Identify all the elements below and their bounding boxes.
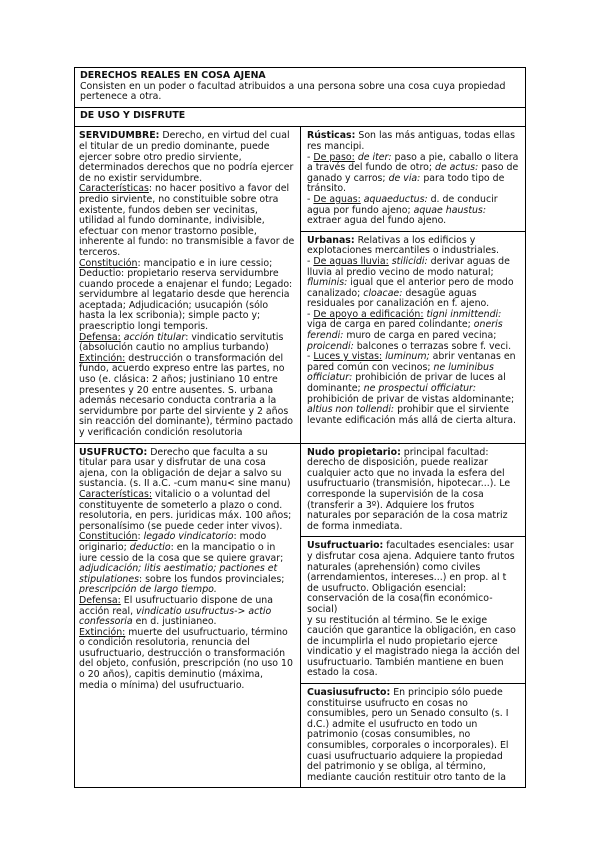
item-prefix: - (307, 193, 314, 205)
list-item (307, 352, 520, 426)
cuasiusufructo-cell (301, 683, 525, 787)
italic-term: proicendi: (307, 340, 354, 352)
usufructo-definition: Derecho que faculta a su titular para usar y disfrutar de una cosa ajena, con la obligación de dejar a salvo su sustancia. (s. II a.C. -cum manu< sine manu) (79, 446, 291, 490)
text-run: para todo tipo de tránsito. (307, 172, 505, 195)
servidumbre-extincion-label: Extinción: (79, 352, 126, 364)
text-run: prohibición de privar de luces al dominante; (307, 372, 506, 395)
text-run: El usufructuario dispone de una acción real, (79, 594, 273, 617)
rusticas-items (307, 153, 520, 227)
italic-term: aquaeductus: (363, 193, 428, 205)
list-item (307, 153, 520, 195)
usufructo-caracteristicas-text: vitalicio o a voluntad del constituyente de someterlo a plazo o cond. resolutoria, en pers. juridicas máx. 100 años; personalísimo (se puede ceder inter vivos). (79, 488, 292, 532)
servidumbre-defensa-label: Defensa: (79, 331, 121, 343)
usufructuario-term: Usufructuario: (307, 540, 384, 552)
item-label: De paso: (313, 151, 355, 163)
italic-term: aquae haustus: (413, 204, 486, 216)
text-run: en d. justinianeo. (132, 616, 217, 628)
italic-term: altius non tollendi: (307, 404, 395, 416)
servidumbre-defensa-italic: acción titular (120, 331, 186, 343)
item-prefix: - (307, 255, 314, 267)
servidumbre-cell (75, 127, 301, 442)
servidumbre-constitucion-label: Constitución (79, 257, 138, 269)
italic-term: vindicatio usufructus-> actio confessoria (79, 605, 272, 628)
italic-term: tigni inmittendi: (426, 308, 502, 320)
servidumbre-definition: Derecho, en virtud del cual el titular de un predio dominante, puede ejercer sobre otro predio sirviente, determinados derechos que no podría ejercer de no existir servidumbre. (79, 130, 294, 184)
text-run: balcones o terrazas sobre f. veci. (353, 340, 512, 352)
text-run: derivar aguas de lluvia al predio vecino de modo natural; (307, 255, 510, 278)
italic-term: de iter: (357, 151, 392, 163)
text-run: : (137, 531, 144, 543)
text-run: igual que el anterior pero de modo canalizado; (307, 277, 514, 299)
servidumbre-constitucion-text: : mancipatio e in iure cessio; Deductio: propietario reserva servidumbre cuando procede a enajenar el fundo; Legado: servidumbre al legatario desde que herencia aceptada; Adjudicación; usucapión (sólo hasta la lex scribonia); simple pacto y; praescriptio longi temporis. (79, 257, 293, 333)
italic-term: deductio (129, 541, 171, 553)
rusticas-definition: Son las más antiguas, todas ellas res mancipi. (307, 130, 515, 152)
text-run: muro de carga en pared vecina; (343, 330, 497, 342)
list-item (307, 257, 520, 310)
item-label: De apoyo a edificación: (313, 308, 424, 320)
italic-term: ne prospectui officiatur: (363, 383, 477, 395)
italic-term: stilicidi: (391, 255, 428, 267)
italic-term: ne luminibus officiatur: (307, 361, 494, 384)
rusticas-term: Rústicas: (307, 130, 356, 142)
usufructo-constitucion-label: Constitución (79, 531, 138, 543)
urbanas-items (307, 257, 520, 427)
italic-term: luminum; (385, 351, 430, 363)
text-run: viga de carga en pared colindante; (307, 319, 474, 331)
notes-page (74, 67, 526, 788)
usufructo-extincion-label: Extinción: (79, 626, 126, 638)
urbanas-definition: Relativas a los edificios y explotaciones mercantiles o industriales. (307, 234, 499, 257)
item-prefix: - (307, 308, 314, 320)
servidumbre-defensa-text: : vindicatio servitutis (absolución cautio no amplius turbando) (79, 331, 284, 354)
servidumbre-extincion-text: destrucción o transformación del fundo, acuerdo expreso entre las partes, no uso (e. clásica: 2 años; justiniano 10 entre presentes y 20 entre ausentes. S. urbana además necesario conducta contraria a la servidumbre por parte del sirviente y 2 años sin reacción del dominante), término pactado y verificación condición resolutoria (79, 352, 294, 438)
italic-term: prescripción de largo tiempo. (79, 584, 217, 596)
usufructo-defensa-label: Defensa: (79, 594, 121, 606)
section-title: DE USO Y DISFRUTE (74, 108, 526, 128)
servidumbre-caracteristicas-text: : no hacer positivo a favor del predio sirviente, no constituible sobre otra existente, fundos deben ser vecinitas, utilidad al fundo dominante, indivisible, efectuar con menor trastorno posible, inherente al fundo: no transmisible a favor de terceros. (79, 183, 295, 258)
text-run: prohibir que el sirviente levante edificación más allá de cierta altura. (307, 404, 517, 426)
italic-term: fluminis: (307, 277, 348, 289)
italic-term: cloacae: (363, 287, 403, 299)
usufructo-subjects-column (301, 444, 525, 788)
cuasiusufructo-definition: En principio sólo puede constituirse usufructo en cosas no consumibles, pero un Senado consulto (s. I d.C.) admite el usufructo en todo un patrimonio (cosas consumibles, no consumibles, corporales o incorporales). El cuasi usufructuario adquiere la propiedad del patrimonio y se obliga, al término, mediante caución restituir otro tanto de la (307, 687, 509, 783)
servidumbre-caracteristicas-label: Características (79, 183, 149, 195)
usufructo-extincion-text: muerte del usufructuario, término o condición resolutoria, renuncia del usufructuario, destrucción o transformación del objeto, confusión, prescripción (no uso 10 o 20 años), capitis deminutio (máxima, media o mínima) del usufructuario. (79, 626, 293, 691)
usufructo-term: USUFRUCTO: (79, 446, 148, 458)
text-run: paso de ganado y carros; (307, 162, 519, 184)
nudo-propietario-cell (301, 444, 525, 537)
usufructuario-cell (301, 536, 525, 683)
italic-term: de via: (388, 172, 421, 184)
nudo-definition: principal facultad: derecho de disposición, puede realizar cualquier acto que no invada la esfera del usufructuario (transmisión, hipotecar...). Le corresponde la supervisión de la cosa (transferir a 3º). Adquiere los frutos naturales por separación de la cosa matriz de forma inmediata. (307, 446, 511, 532)
italic-term: oneris ferendi: (307, 319, 503, 342)
nudo-term: Nudo propietario: (307, 446, 401, 458)
text-run: prohibición de privar de vistas aldominante; (307, 393, 515, 405)
text-run: desagüe aguas residuales por canalización en f. ajeno. (307, 287, 490, 310)
item-label: De aguas lluvia: (313, 255, 389, 267)
list-item (307, 195, 520, 227)
usufructuario-extra: y su restitución al término. Se le exige caución que garantice la obligación, en caso de incumplirla el nudo propietario ejerce vindicatio y el magistrado niega la acción del usufructuario. También mantiene en buen estado la cosa. (307, 614, 520, 679)
servidumbre-term: SERVIDUMBRE: (79, 130, 160, 142)
text-run: : en la mancipatio o in iure cessio de la cosa que se quiere gravar; (79, 541, 284, 564)
cuasiusufructo-term: Cuasiusufructo: (307, 687, 391, 699)
servidumbre-row (74, 127, 526, 443)
usufructuario-definition: facultades esenciales: usar y disfrutar cosa ajena. Adquiere tanto frutos naturales (aprehensión) como civiles (arrendamientos, intereses...) en prop. al t de usufructo. Obligación esencial: conservación de la cosa(fin económico-social) (307, 540, 515, 615)
italic-term: de actus: (434, 162, 479, 174)
item-prefix: - (307, 351, 314, 363)
text-run: d. de conducir agua por fundo ajeno; (307, 193, 498, 216)
item-label: Luces y vistas: (313, 351, 383, 363)
document-title: DERECHOS REALES EN COSA AJENA (80, 70, 266, 81)
text-run: : sobre los fundos provinciales; (139, 573, 285, 585)
italic-term: adjudicación; litis aestimatio; pactiones et stipulationes (79, 563, 278, 585)
usufructo-cell (75, 444, 301, 788)
italic-term: legado vindicatorio (143, 531, 234, 543)
item-prefix: - (307, 151, 314, 163)
servidumbre-types-column (301, 127, 525, 442)
urbanas-cell (301, 231, 525, 431)
item-label: De aguas: (313, 193, 361, 205)
usufructo-row (74, 444, 526, 789)
header-box (74, 67, 526, 108)
text-run: abrir ventanas en pared común con vecinos; (307, 351, 516, 373)
urbanas-term: Urbanas: (307, 234, 355, 246)
rusticas-cell (301, 127, 525, 230)
text-run: paso a pie, caballo o litera a través del fundo de otro; (307, 151, 519, 174)
text-run: : modo originario; (79, 531, 267, 553)
usufructo-caracteristicas-label: Características: (79, 488, 153, 500)
list-item (307, 310, 520, 352)
text-run: extraer agua del fundo ajeno. (307, 215, 447, 227)
header-definition: Consisten en un poder o facultad atribuidos a una persona sobre una cosa cuya propiedad pertenece a otra. (80, 80, 506, 103)
